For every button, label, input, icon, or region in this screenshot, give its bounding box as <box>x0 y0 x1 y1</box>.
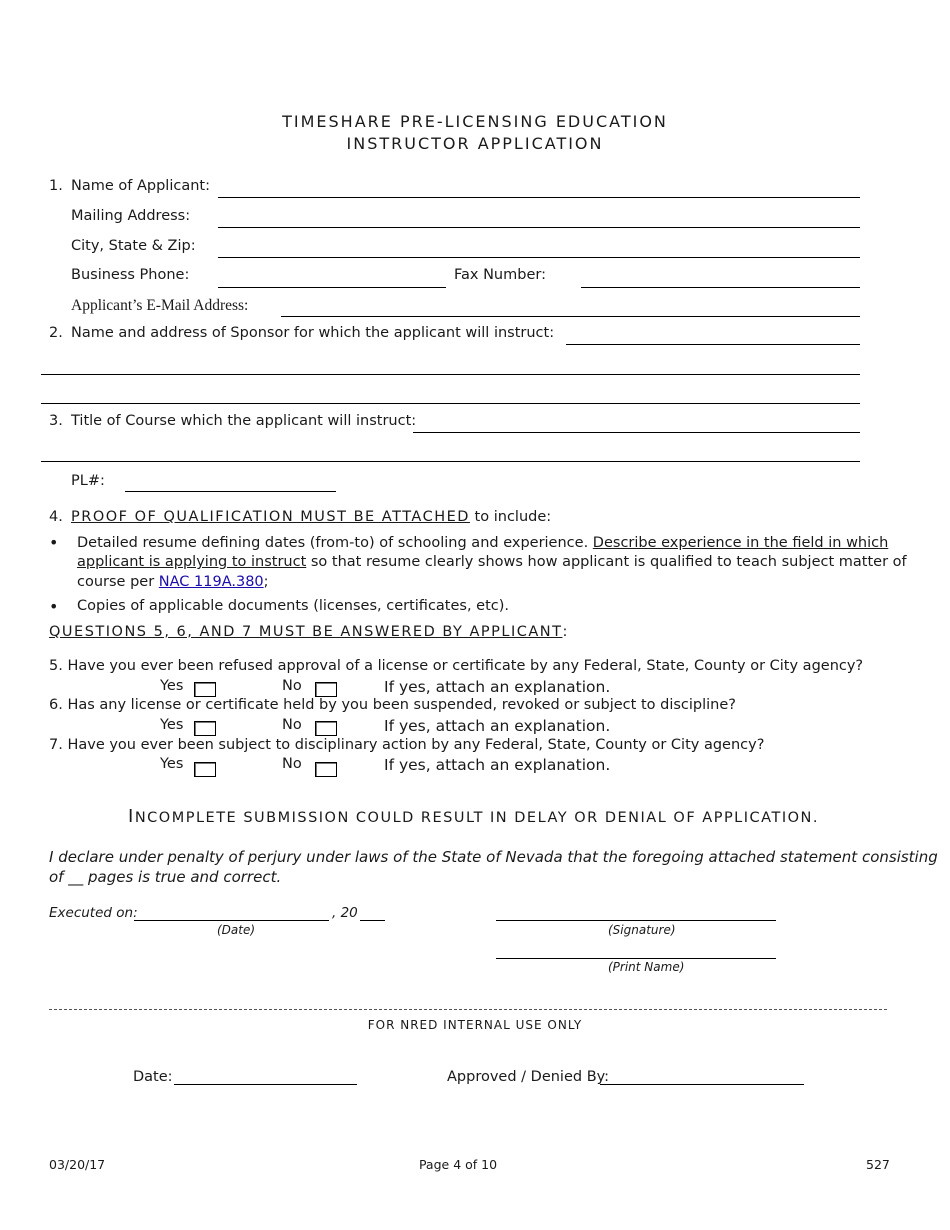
bullet-2-text: Copies of applicable documents (licenses, certificates, etc). <box>77 598 510 614</box>
question-6-note: If yes, attach an explanation. <box>384 717 611 735</box>
incomplete-submission-warning <box>128 806 819 827</box>
form-title-line1: TIMESHARE PRE-LICENSING EDUCATION <box>282 112 668 131</box>
pl-number-field[interactable] <box>125 491 336 492</box>
footer-page-number: Page 4 of 10 <box>418 1157 498 1172</box>
footer-form-number: 527 <box>866 1157 890 1172</box>
questions-header <box>49 624 567 640</box>
approved-denied-field[interactable] <box>600 1084 804 1085</box>
questions-header-text: QUESTIONS 5, 6, AND 7 MUST BE ANSWERED BY APPLICANT <box>49 624 563 640</box>
section1-number: 1. <box>49 178 63 194</box>
nac-119a-380-link[interactable]: NAC 119A.380 <box>158 574 264 590</box>
question-6-yes-checkbox[interactable] <box>194 721 216 736</box>
warning-first-letter: I <box>128 806 135 827</box>
section4-number: 4. <box>49 509 63 525</box>
bullet-1-line2 <box>77 554 907 570</box>
executed-date-field[interactable] <box>134 920 329 921</box>
bullet-2-icon: • <box>49 597 59 616</box>
question-5-yes-label: Yes <box>160 678 184 694</box>
footer-date: 03/20/17 <box>49 1157 106 1172</box>
email-address-field[interactable] <box>281 316 860 317</box>
sponsor-field-line3[interactable] <box>41 403 860 404</box>
internal-date-field[interactable] <box>174 1084 357 1085</box>
bullet-1-end: ; <box>263 574 269 590</box>
course-title-field-line2[interactable] <box>41 461 860 462</box>
question-5-no-label: No <box>282 678 302 694</box>
section3-number: 3. <box>49 413 63 429</box>
proof-qualification-text: PROOF OF QUALIFICATION MUST BE ATTACHED <box>71 509 470 525</box>
sponsor-field-line1[interactable] <box>566 344 860 345</box>
question-7-no-label: No <box>282 756 302 772</box>
bullet-1-icon: • <box>49 533 59 552</box>
question-6-text: 6. Has any license or certificate held by you been suspended, revoked or subject to discipline? <box>49 697 736 713</box>
business-phone-label: Business Phone: <box>71 267 190 283</box>
bullet-1-text-c: course per <box>77 574 159 590</box>
executed-on-label: Executed on: <box>49 905 138 921</box>
question-5-yes-checkbox[interactable] <box>194 682 216 697</box>
internal-date-label: Date: <box>133 1069 173 1085</box>
name-of-applicant-field[interactable] <box>218 197 860 198</box>
date-caption: (Date) <box>217 923 256 937</box>
declaration-line1: I declare under penalty of perjury under laws of the State of Nevada that the foregoing attached statement consisting <box>49 848 938 866</box>
pl-number-label: PL#: <box>71 473 105 489</box>
warning-rest: NCOMPLETE SUBMISSION COULD RESULT IN DELAY OR DENIAL OF APPLICATION. <box>134 810 819 826</box>
internal-use-divider <box>49 1009 887 1010</box>
question-7-text: 7. Have you ever been subject to disciplinary action by any Federal, State, County or City agency? <box>49 737 765 753</box>
bullet-1-line3 <box>77 574 269 590</box>
name-of-applicant-label: Name of Applicant: <box>71 178 210 194</box>
bullet-1-underline-a: Describe experience in the field in which <box>592 535 889 551</box>
declaration-line2: of __ pages is true and correct. <box>49 868 282 886</box>
city-state-zip-field[interactable] <box>218 257 860 258</box>
question-5-text: 5. Have you ever been refused approval of a license or certificate by any Federal, State, County or City agency? <box>49 658 864 674</box>
course-title-field-line1[interactable] <box>413 432 860 433</box>
question-6-no-checkbox[interactable] <box>315 721 337 736</box>
bullet-1-line1 <box>77 535 888 551</box>
internal-use-label: FOR NRED INTERNAL USE ONLY <box>367 1018 583 1032</box>
signature-caption: (Signature) <box>608 923 676 937</box>
question-7-note: If yes, attach an explanation. <box>384 756 611 774</box>
mailing-address-field[interactable] <box>218 227 860 228</box>
signature-field[interactable] <box>496 920 776 921</box>
question-6-yes-label: Yes <box>160 717 184 733</box>
email-address-label: Applicant’s E-Mail Address: <box>71 297 249 314</box>
bullet-1-text-b: so that resume clearly shows how applicant is qualified to teach subject matter of <box>306 554 907 570</box>
question-7-yes-label: Yes <box>160 756 184 772</box>
fax-number-field[interactable] <box>581 287 860 288</box>
bullet-1-underline-b: applicant is applying to instruct <box>77 554 307 570</box>
question-6-no-label: No <box>282 717 302 733</box>
proof-qualification-heading <box>71 509 551 525</box>
business-phone-field[interactable] <box>218 287 446 288</box>
bullet-1-text-a: Detailed resume defining dates (from-to) of schooling and experience. <box>77 535 593 551</box>
year-prefix: , 20 <box>332 905 358 921</box>
course-title-label: Title of Course which the applicant will instruct: <box>71 413 417 429</box>
questions-header-suffix: : <box>562 624 568 640</box>
section2-number: 2. <box>49 325 63 341</box>
print-name-caption: (Print Name) <box>608 960 685 974</box>
print-name-field[interactable] <box>496 958 776 959</box>
year-field[interactable] <box>360 920 385 921</box>
city-state-zip-label: City, State & Zip: <box>71 238 196 254</box>
form-title-line2: INSTRUCTOR APPLICATION <box>346 134 604 153</box>
question-7-no-checkbox[interactable] <box>315 762 337 777</box>
question-7-yes-checkbox[interactable] <box>194 762 216 777</box>
sponsor-field-line2[interactable] <box>41 374 860 375</box>
question-5-note: If yes, attach an explanation. <box>384 678 611 696</box>
fax-number-label: Fax Number: <box>454 267 546 283</box>
question-5-no-checkbox[interactable] <box>315 682 337 697</box>
mailing-address-label: Mailing Address: <box>71 208 191 224</box>
proof-qualification-suffix: to include: <box>469 509 552 525</box>
approved-denied-label: Approved / Denied By: <box>447 1069 610 1085</box>
sponsor-label: Name and address of Sponsor for which the applicant will instruct: <box>71 325 555 341</box>
